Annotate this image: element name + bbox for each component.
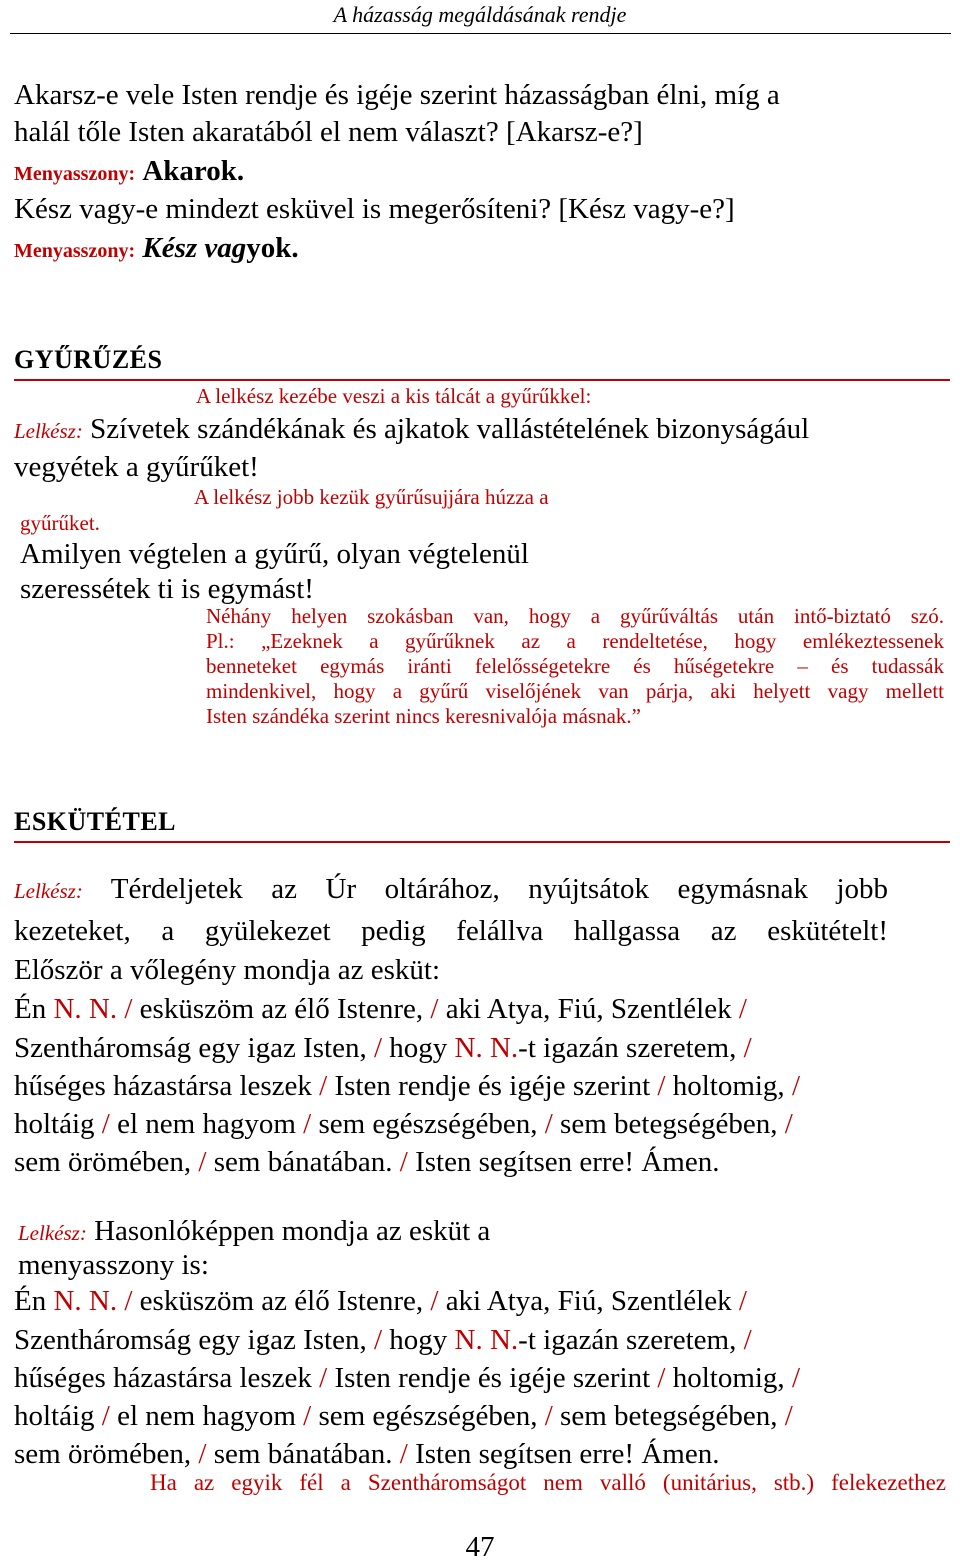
question-2: Kész vagy-e mindezt esküvel is megerősíteni? [Kész vagy-e?]	[14, 193, 735, 225]
vow-marker: /	[430, 993, 446, 1025]
vow-marker: /	[791, 1070, 800, 1102]
vow-marker: /	[544, 1108, 561, 1140]
vow-text: holtáig	[14, 1400, 102, 1432]
rings-text-2-line-1: Amilyen végtelen a gyűrű, olyan végtelenül	[20, 538, 529, 570]
pastor-label-bride: Lelkész:	[18, 1221, 87, 1245]
vow-marker: /	[657, 1362, 673, 1394]
section-rule-rings	[14, 379, 950, 381]
note-line-3: benneteket egymás iránti felelősségetekre és hűségetekre – és tudassák	[206, 654, 944, 678]
footnote: Ha az egyik fél a Szentháromságot nem valló (unitárius, stb.) felekezethez	[150, 1470, 946, 1495]
vow-text: sem örömében,	[14, 1146, 199, 1178]
vow-text: sem egészségében,	[318, 1108, 545, 1140]
vow-text: sem betegségében,	[560, 1108, 785, 1140]
vow-text: hűséges házastársa leszek	[14, 1070, 320, 1102]
question-1-line-2: halál tőle Isten akaratából el nem választ? [Akarsz-e?]	[14, 116, 643, 148]
header-rule	[10, 33, 951, 34]
vow-line	[14, 1321, 800, 1359]
vows-intro-line-3: Először a vőlegény mondja az esküt:	[14, 954, 441, 986]
vow-text: aki Atya, Fiú, Szentlélek	[445, 993, 739, 1025]
answer-1-text: Akarok.	[142, 155, 245, 187]
vows-intro-line-2: kezeteket, a gyülekezet pedig felállva hallgassa az eskütételt!	[14, 915, 888, 947]
answer-1	[14, 152, 244, 193]
groom-vow	[14, 990, 800, 1181]
vow-marker: /	[784, 1108, 793, 1140]
vow-text: Én	[14, 993, 54, 1025]
vow-line	[14, 1029, 800, 1067]
vow-text: Isten rendje és igéje szerint	[334, 1070, 658, 1102]
vow-marker: /	[319, 1070, 335, 1102]
vow-line	[14, 1067, 800, 1105]
note-line-5: Isten szándéka szerint nincs keresnivalója másnak.”	[206, 704, 642, 728]
vow-marker: /	[743, 1324, 752, 1356]
pastor-label: Lelkész:	[14, 419, 83, 443]
vow-text: -t igazán szeretem,	[518, 1324, 744, 1356]
vow-marker: /	[198, 1146, 214, 1178]
vow-marker: /	[657, 1070, 673, 1102]
vow-line	[14, 1105, 800, 1143]
pastor-label-vows: Lelkész:	[14, 879, 83, 903]
bride-intro-line-2: menyasszony is:	[18, 1249, 209, 1281]
vow-text: Szentháromság egy igaz Isten,	[14, 1032, 374, 1064]
vow-text: sem bánatában.	[213, 1438, 400, 1470]
vow-text: sem betegségében,	[560, 1400, 785, 1432]
vow-text: aki Atya, Fiú, Szentlélek	[445, 1285, 739, 1317]
vow-text: hűséges házastársa leszek	[14, 1362, 320, 1394]
vow-text: esküszöm az élő Istenre,	[139, 993, 431, 1025]
vow-text: Isten rendje és igéje szerint	[334, 1362, 658, 1394]
vow-marker: /	[399, 1438, 416, 1470]
vow-marker: /	[791, 1362, 800, 1394]
vow-marker: /	[373, 1324, 390, 1356]
rings-text-1-line-2: vegyétek a gyűrűket!	[14, 451, 259, 483]
bride-label: Menyasszony:	[14, 163, 136, 185]
rings-text-2-line-2: szeressétek ti is egymást!	[20, 573, 314, 605]
rubric-1: A lelkész kezébe veszi a kis tálcát a gyűrűkkel:	[196, 384, 592, 408]
vow-text: holtomig,	[672, 1070, 792, 1102]
vow-line	[14, 1282, 800, 1321]
vow-marker: /	[373, 1032, 390, 1064]
vow-marker: /	[303, 1400, 319, 1432]
rings-note	[206, 604, 944, 729]
vow-text: Én	[14, 1285, 54, 1317]
vow-marker: N. N.	[454, 1032, 519, 1064]
vow-marker: /	[738, 993, 747, 1025]
answer-2-italic: Kész vag	[142, 232, 247, 264]
running-header: A házasság megáldásának rendje	[333, 2, 627, 27]
vow-text: el nem hagyom	[117, 1108, 304, 1140]
vow-marker: /	[198, 1438, 214, 1470]
vow-text: holtomig,	[672, 1362, 792, 1394]
vow-marker: N. N.	[454, 1324, 519, 1356]
bride-vow	[14, 1282, 800, 1473]
vow-marker: /	[784, 1400, 793, 1432]
vows-intro-text-1: Térdeljetek az Úr oltárához, nyújtsátok egymásnak jobb	[82, 873, 888, 905]
vow-text: esküszöm az élő Istenre,	[139, 1285, 431, 1317]
vows-intro	[14, 870, 888, 950]
vow-text: -t igazán szeretem,	[518, 1032, 744, 1064]
vow-marker: /	[303, 1108, 319, 1140]
rings-text-1: Szívetek szándékának és ajkatok vallástételének bizonyságául	[82, 413, 810, 445]
vow-text: holtáig	[14, 1108, 102, 1140]
note-line-1: Néhány helyen szokásban van, hogy a gyűrűváltás után intő-biztató szó.	[206, 604, 944, 628]
answer-2	[14, 229, 299, 270]
vow-marker: /	[319, 1362, 335, 1394]
rubric-2-line-1: A lelkész jobb kezük gyűrűsujjára húzza a	[194, 485, 549, 509]
vow-marker: /	[738, 1285, 747, 1317]
vow-marker: /	[101, 1400, 118, 1432]
vow-marker: N. N. /	[53, 993, 140, 1025]
vow-marker: /	[101, 1108, 118, 1140]
vow-line	[14, 990, 800, 1029]
page-number: 47	[465, 1531, 495, 1563]
vow-marker: /	[544, 1400, 561, 1432]
rubric-2-line-2: gyűrűket.	[20, 511, 100, 535]
section-title-rings: GYŰRŰZÉS	[14, 345, 163, 374]
vow-line	[14, 1143, 800, 1181]
vow-marker: /	[430, 1285, 446, 1317]
question-1-line-1: Akarsz-e vele Isten rendje és igéje szerint házasságban élni, míg a	[14, 79, 780, 111]
vow-text: sem bánatában.	[213, 1146, 400, 1178]
bride-label-2: Menyasszony:	[14, 240, 136, 262]
vow-marker: /	[743, 1032, 752, 1064]
bride-intro-text: Hasonlóképpen mondja az esküt a	[86, 1215, 491, 1247]
vow-text: hogy	[389, 1032, 455, 1064]
vow-marker: /	[399, 1146, 416, 1178]
vow-text: sem örömében,	[14, 1438, 199, 1470]
section-title-vows: ESKÜTÉTEL	[14, 807, 177, 836]
vow-text: hogy	[389, 1324, 455, 1356]
vow-line	[14, 1359, 800, 1397]
vow-text: Isten segítsen erre! Ámen.	[415, 1438, 720, 1470]
section-rule-vows	[14, 841, 950, 843]
vows-intro-line-1	[14, 870, 888, 910]
vow-text: Isten segítsen erre! Ámen.	[415, 1146, 720, 1178]
vow-text: Szentháromság egy igaz Isten,	[14, 1324, 374, 1356]
rings-text-1-line-1	[14, 410, 809, 450]
vow-text: el nem hagyom	[117, 1400, 304, 1432]
answer-2-rest: yok.	[246, 232, 299, 264]
vow-line	[14, 1397, 800, 1435]
note-line-4: mindenkivel, hogy a gyűrű viselőjének van párja, aki helyett vagy mellett	[206, 679, 944, 703]
note-line-2: Pl.: „Ezeknek a gyűrűknek az a rendeltetése, hogy emlékeztessenek	[206, 629, 944, 653]
vow-text: sem egészségében,	[318, 1400, 545, 1432]
vow-marker: N. N. /	[53, 1285, 140, 1317]
